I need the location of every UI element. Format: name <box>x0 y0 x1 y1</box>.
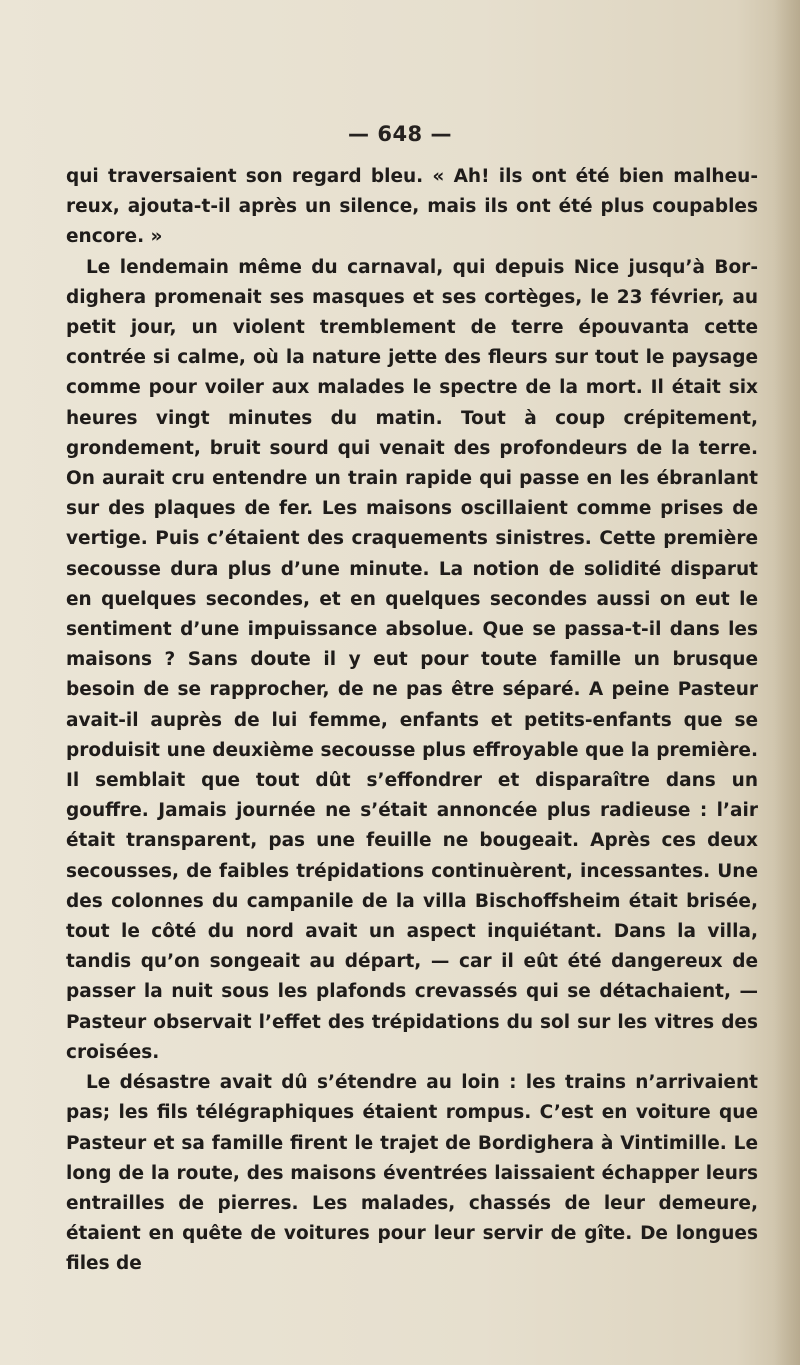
page-number: — 648 — <box>348 122 452 146</box>
paragraph-1: qui traversaient son regard bleu. « Ah! ils ont été bien malheureux, ajouta-t-il après un silence, mais ils ont été plus coupables encore. » <box>66 166 758 248</box>
paragraph-2: Le lendemain même du carnaval, qui depuis Nice jusqu’à Bordighera promenait ses masques et ses cortèges, le 23 février, au petit jour, un violent tremblement de terre épouvanta cette contrée si calme, où la nature jette des fleurs sur tout le paysage comme pour voiler aux malades le spectre de la mort. Il était six heures vingt minutes du matin. Tout à coup crépitement, grondement, bruit sourd qui venait des profondeurs de la terre. On aurait cru entendre un train rapide qui passe en les ébranlant sur des plaques de fer. Les maisons oscillaient comme prises de vertige. Puis c’étaient des craquements sinistres. Cette première secousse dura plus d’une minute. La notion de solidité disparut en quelques secondes, et en quelques secondes aussi on eut le sentiment d’une impuissance absolue. Que se passa-t-il dans les maisons ? Sans doute il y eut pour toute famille un brusque besoin de se rapprocher, de ne pas être séparé. A peine Pasteur avait-il auprès de lui femme, enfants et petits-enfants que se produisit une deuxième secousse plus effroyable que la première. Il semblait que tout dût s’effondrer et disparaître dans un gouffre. Jamais journée ne s’était annoncée plus radieuse : l’air était transparent, pas une feuille ne bougeait. Après ces deux secousses, de faibles trépidations continuèrent, incessantes. Une des colonnes du campanile de la villa Bischoffsheim était brisée, tout le côté du nord avait un aspect inquiétant. Dans la villa, tandis qu’on songeait au départ, — car il eût été dangereux de passer la nuit sous les plafonds crevassés qui se détachaient, — Pasteur observait l’effet des trépidations du sol sur les vitres des croisées. <box>66 256 758 1063</box>
body-text <box>66 162 758 1280</box>
page-edge-shadow <box>774 0 800 1365</box>
paragraph-3: Le désastre avait dû s’étendre au loin : les trains n’arrivaient pas; les fils télégraphiques étaient rompus. C’est en voiture que Pasteur et sa famille firent le trajet de Bordighera à Vintimille. Le long de la route, des maisons éventrées laissaient échapper leurs entrailles de pierres. Les malades, chassés de leur demeure, étaient en quête de voitures pour leur servir de gîte. De longues files de <box>66 1072 758 1275</box>
